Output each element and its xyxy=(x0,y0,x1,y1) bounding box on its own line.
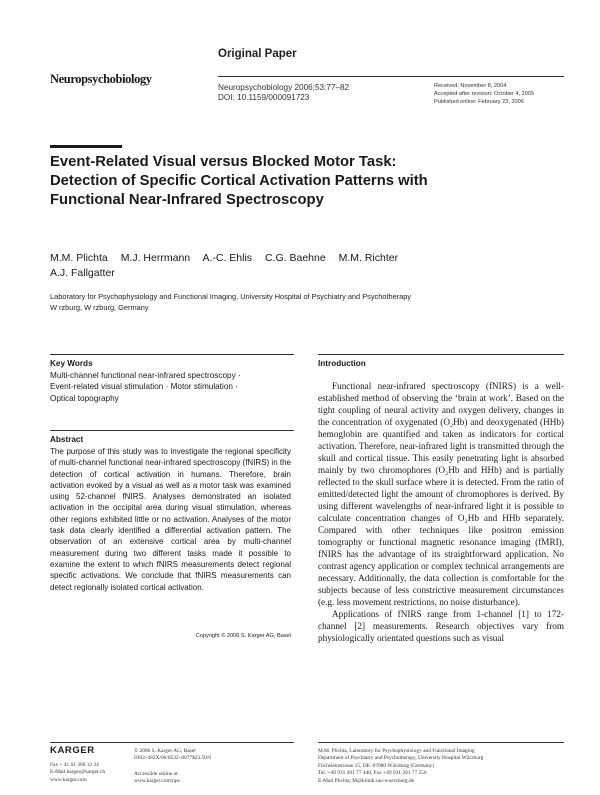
abstract-text: The purpose of this study was to investigate the regional specificity of multi-channel functional near-infrared spectroscopy (fNIRS) in the detection of cortical activation in humans. Therefore, brain activation evoked by a visual as well as a motor task was examined using 52-channel fNIRS. Analyses demonstrated an isolated activation in the occipital area during visual stimulation, whereas other regions exhibited little or no activation. Analyses of the motor task data clearly identified a differential activation pattern. The observation of an extensive cortical area by multi-channel measurement during two different tasks made it possible to examine the extent to which fNIRS measurements detect regional specific activations. We conclude that fNIRS measurements can detect regionally isolated cortical activation. xyxy=(50,447,291,592)
corr-line: Füchsleinstrasse 15, DE–97080 Würzburg (Germany) xyxy=(318,762,435,769)
access-link[interactable]: www.karger.com/nps xyxy=(134,778,180,785)
publisher-web[interactable]: www.karger.com xyxy=(50,776,87,783)
introduction-text xyxy=(318,380,564,644)
online-access xyxy=(134,771,180,786)
author-list xyxy=(50,251,450,281)
keyword-line: Optical topography xyxy=(50,393,119,403)
author: M.J. Herrmann xyxy=(120,252,191,264)
publisher-fax: Fax + 41 61 306 12 34 xyxy=(50,762,99,768)
keywords-rule xyxy=(50,354,294,355)
affiliation xyxy=(50,291,550,313)
corr-line: Tel. +49 931 201 77 440, Fax +49 931 201 77 550 xyxy=(318,770,427,777)
footer-rule-right xyxy=(318,742,564,743)
title-accent-bar xyxy=(50,145,122,148)
footer-copyright: © 2006 S. Karger AG, Basel xyxy=(134,748,196,754)
received-date: Received: November 8, 2004 xyxy=(434,83,507,89)
intro-rule xyxy=(318,354,564,355)
correspondence xyxy=(318,748,564,785)
published-date: Published online: February 23, 2006 xyxy=(434,98,524,105)
keywords-heading: Key Words xyxy=(50,359,93,368)
abstract-rule xyxy=(50,430,294,431)
affiliation-line: Laboratory for Psychophysiology and Functional Imaging, University Hospital of Psychiatry and Psychotherapy xyxy=(50,292,412,301)
doi[interactable]: DOI: 10.1159/000091723 xyxy=(218,93,310,102)
keywords-list xyxy=(50,370,294,404)
accepted-date: Accepted after revision: October 4, 2005 xyxy=(434,90,535,97)
author: M.M. Richter xyxy=(338,252,399,264)
article-dates xyxy=(434,83,534,106)
publisher-logo: KARGER xyxy=(50,745,95,756)
corr-line: M.M. Plichta, Laboratory for Psychophysiology and Functional Imaging xyxy=(318,748,475,754)
citation xyxy=(218,83,349,103)
intro-paragraph: Functional near-infrared spectroscopy (fNIRS) is a well-established method of observing the ‘brain at work’. Based on the tight coupling of neural activity and oxygen delivery, changes in the concentration of oxygenated (O₂Hb) and deoxygenated (HHb) hemoglobin are quantified and taken as indicators for cortical activation. Therefore, near-infrared light is transmitted through the skull and cortical tissue. This easily penetrating light is absorbed mainly by two chromophores (O₂Hb and HHb) and is partially reflected to the skull surface where it is detected. From the ratio of emitted/detected light the amount of chromophores is derived. By using different wavelengths of near-infrared light it is possible to calculate concentration changes of O₂Hb and HHb separately. Compared with other techniques like positron emission tomography or functional magnetic resonance imaging (fMRI), fNIRS has the advantage of its straightforward application. No contrast agency application or complex technical arrangements are necessary. Additionally, the data collection is comfortable for the subjects because of less constrictive measurement circumstances (e.g. less movement restrictions, no noise disturbance). xyxy=(318,381,564,607)
corr-email[interactable]: E-Mail Plichta_M@klinik.uni-wuerzburg.de xyxy=(318,777,415,784)
affiliation-line: W rzburg, W rzburg, Germany xyxy=(50,303,149,312)
abstract-copyright: Copyright © 2006 S. Karger AG, Basel xyxy=(195,633,291,639)
keyword-line: Multi-channel functional near-infrared spectroscopy · xyxy=(50,371,241,380)
author: M.M. Plichta xyxy=(50,252,108,264)
section-label: Original Paper xyxy=(218,48,297,60)
journal-logo: Neuropsychobiology xyxy=(50,72,152,86)
header-rule xyxy=(218,76,564,77)
abstract-heading: Abstract xyxy=(50,435,84,444)
author: A.J. Fallgatter xyxy=(50,267,115,279)
copyright-block xyxy=(134,748,211,763)
keyword-line: Event-related visual stimulation · Motor stimulation · xyxy=(50,382,238,392)
footer-rule-left xyxy=(50,742,294,743)
publisher-email[interactable]: E-Mail karger@karger.ch xyxy=(50,769,106,776)
paper-title: Event-Related Visual versus Blocked Motor Task: Detection of Specific Cortical Activation Patterns with Functional Near-Infrared Spectroscopy xyxy=(50,154,428,208)
publisher-contact xyxy=(50,762,105,784)
access-label: Accessible online at: xyxy=(134,771,179,777)
corr-line: Department of Psychiatry and Psychotherapy, University Hospital Würzburg xyxy=(318,755,484,762)
author: C.G. Baehne xyxy=(264,252,326,264)
issn: 0302–282X/06/0532–0077$23.50/0 xyxy=(134,755,212,762)
intro-paragraph: Applications of fNIRS range from 1-channel [1] to 172-channel [2] measurements. Research objectives vary from physiologically orientated questions such as visual xyxy=(318,609,564,643)
author: A.-C. Ehlis xyxy=(202,252,253,264)
introduction-heading: Introduction xyxy=(318,359,366,368)
citation-line: Neuropsychobiology 2006;53:77–82 xyxy=(218,83,350,92)
